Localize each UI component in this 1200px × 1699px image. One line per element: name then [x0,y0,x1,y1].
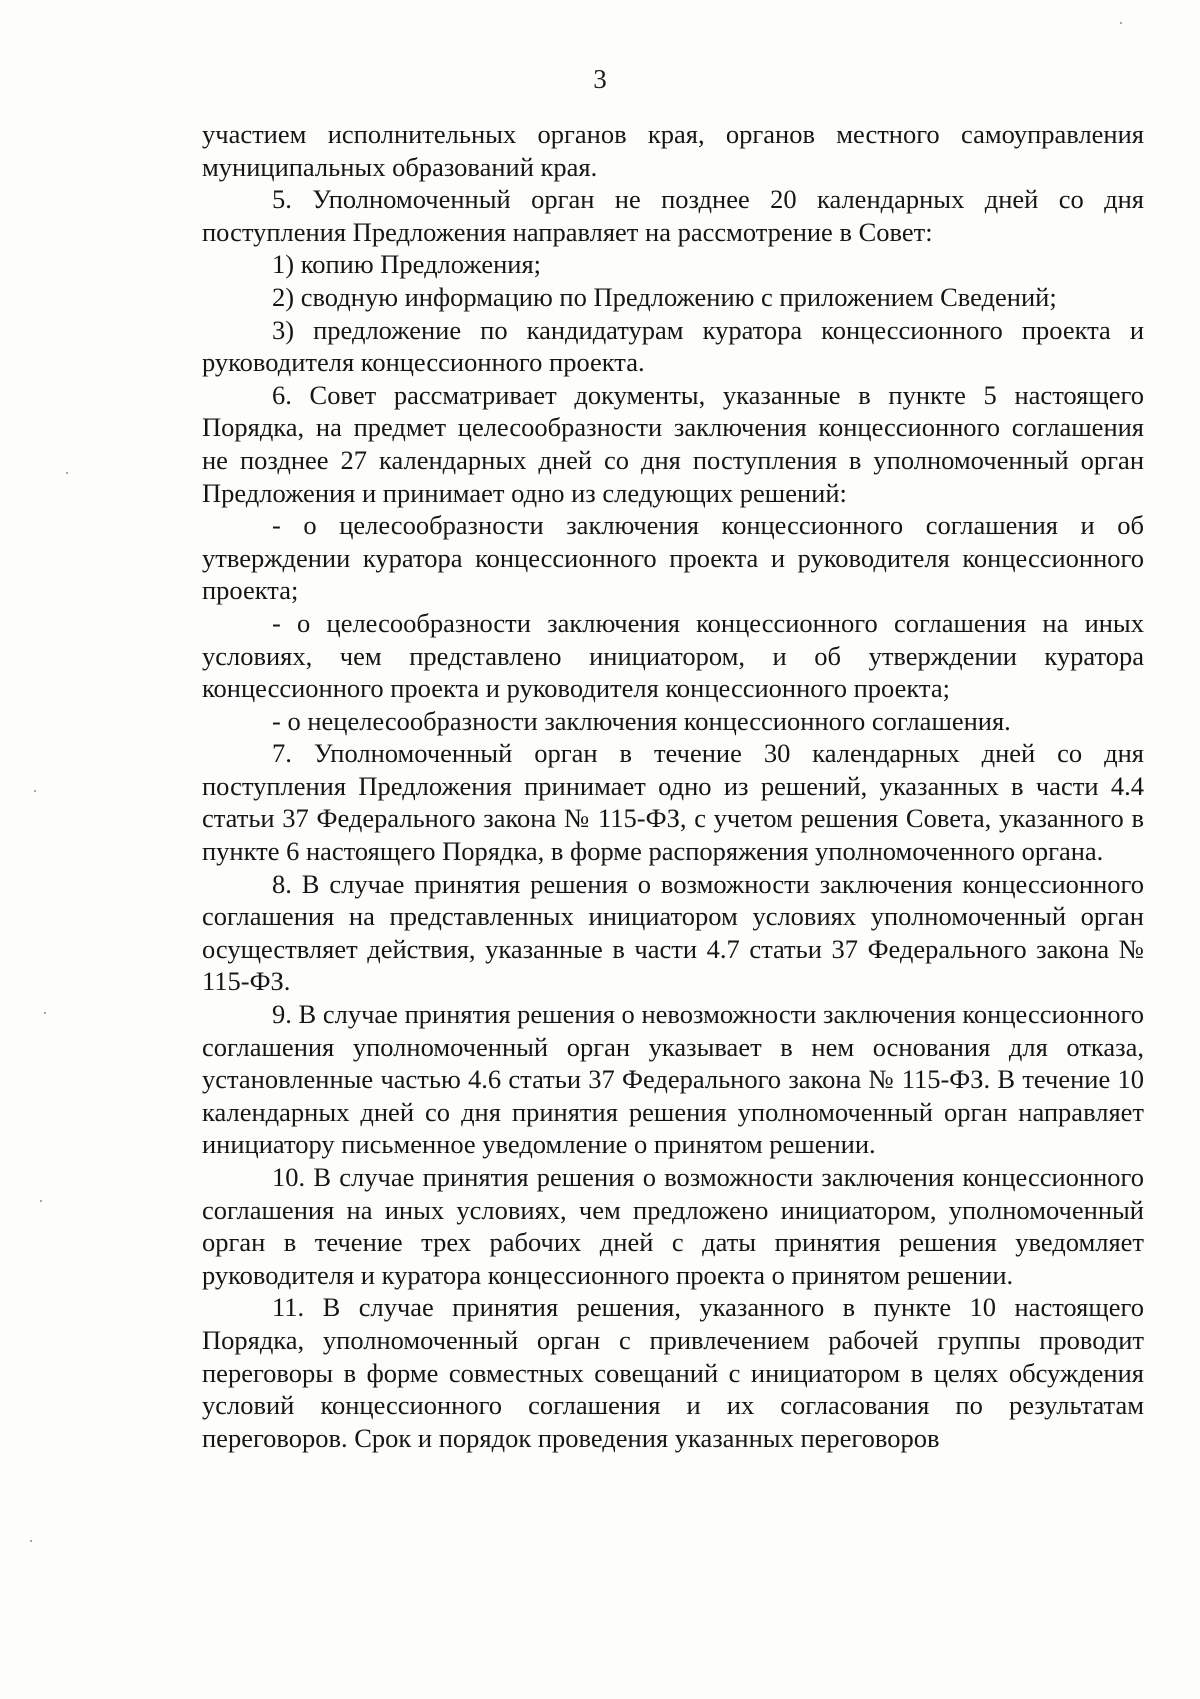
scan-speck [30,1540,32,1542]
document-body [202,118,1144,1454]
scan-speck [40,1200,42,1202]
scan-speck [66,472,68,474]
paragraph-item-8: 8. В случае принятия решения о возможности заключения концессионного соглашения на представленных инициатором условиях уполномоченный орган осуществляет действия, указанные в части 4.7 статьи 37 Федерального закона № 115-ФЗ. [202,868,1144,997]
scan-speck [1120,22,1122,24]
paragraph-dash-3: - о нецелесообразности заключения концессионного соглашения. [272,705,1011,736]
paragraph-item-7: 7. Уполномоченный орган в течение 30 календарных дней со дня поступления Предложения принимает одно из решений, указанных в части 4.4 статьи 37 Федерального закона № 115-ФЗ, с учетом решения Совета, указанного в пункте 6 настоящего Порядка, в форме распоряжения уполномоченного органа. [202,738,1144,867]
paragraph-subitem-2: 2) сводную информацию по Предложению с приложением Сведений; [272,281,1057,312]
paragraph-item-9: 9. В случае принятия решения о невозможности заключения концессионного соглашения уполномоченный орган указывает в нем основания для отказа, установленные частью 4.6 статьи 37 Федерального закона № 115-ФЗ. В течение 10 календарных дней со дня принятия решения уполномоченный орган направляет инициатору письменное уведомление о принятом решении. [202,999,1144,1160]
page-number: 3 [593,64,607,94]
paragraph-item-11: 11. В случае принятия решения, указанного в пункте 10 настоящего Порядка, уполномоченный орган с привлечением рабочей группы проводит переговоры в форме совместных совещаний с инициатором в целях обсуждения условий концессионного соглашения и их согласования по результатам переговоров. Срок и порядок проведения указанных переговоров [202,1292,1144,1453]
paragraph-dash-1: - о целесообразности заключения концессионного соглашения и об утверждении куратора концессионного проекта и руководителя концессионного проекта; [202,510,1144,606]
paragraph-continuation: участием исполнительных органов края, органов местного самоуправления муниципальных образований края. [202,119,1144,182]
paragraph-dash-2: - о целесообразности заключения концессионного соглашения на иных условиях, чем представлено инициатором, и об утверждении куратора концессионного проекта и руководителя концессионного проекта; [202,607,1144,704]
paragraph-item-6: 6. Совет рассматривает документы, указанные в пункте 5 настоящего Порядка, на предмет целесообразности заключения концессионного соглашения не позднее 27 календарных дней со дня поступления в уполномоченный орган Предложения и принимает одно из следующих решений: [202,379,1144,508]
paragraph-subitem-1: 1) копию Предложения; [272,249,541,280]
paragraph-item-5: 5. Уполномоченный орган не позднее 20 календарных дней со дня поступления Предложения направляет на рассмотрение в Совет: [202,184,1144,247]
paragraph-item-10: 10. В случае принятия решения о возможности заключения концессионного соглашения на иных условиях, чем предложено инициатором, уполномоченный орган в течение трех рабочих дней с даты принятия решения уведомляет руководителя и куратора концессионного проекта о принятом решении. [202,1162,1144,1290]
paragraph-subitem-3: 3) предложение по кандидатурам куратора концессионного проекта и руководителя концессионного проекта. [202,314,1144,378]
scan-speck [34,790,36,792]
scan-speck [44,1012,46,1014]
